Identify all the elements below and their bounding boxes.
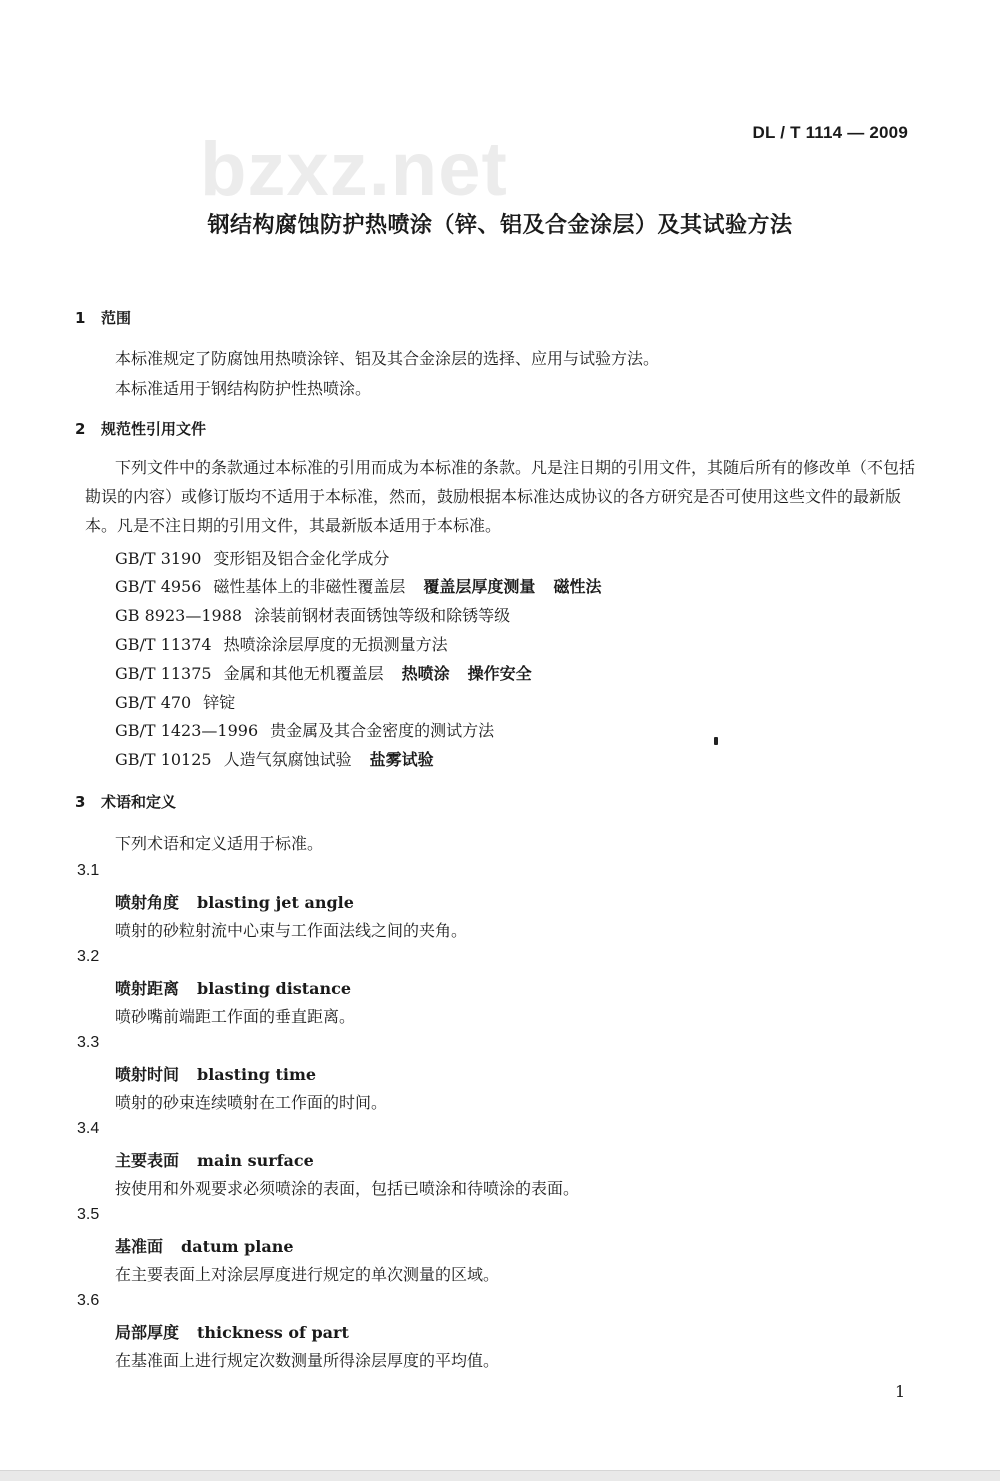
term-en: thickness of part (197, 1323, 349, 1342)
reference-title: 变形铝及铝合金化学成分 (213, 549, 390, 568)
reference-item (115, 718, 494, 741)
term-definition: 喷射的砂束连续喷射在工作面的时间。 (115, 1093, 388, 1112)
term-heading (115, 1148, 314, 1171)
page-title: 钢结构腐蚀防护热喷涂（锌、铝及合金涂层）及其试验方法 (207, 213, 793, 238)
page-number: 1 (895, 1382, 906, 1401)
term-zh: 主要表面 (115, 1151, 180, 1170)
term-en: main surface (197, 1151, 314, 1170)
section-heading-1 (75, 307, 131, 328)
section-heading-3 (75, 791, 176, 812)
reference-title: 磁性基体上的非磁性覆盖层 (213, 577, 406, 596)
term-zh: 基准面 (115, 1237, 164, 1256)
reference-code: GB/T 11374 (115, 635, 212, 654)
reference-code: GB 8923—1988 (115, 606, 243, 625)
standard-number: DL / T 1114 — 2009 (752, 123, 908, 142)
term-definition: 在主要表面上对涂层厚度进行规定的单次测量的区域。 (115, 1265, 500, 1284)
section-number: 1 (75, 309, 86, 327)
term-heading (115, 890, 354, 913)
term-definition: 喷射的砂粒射流中心束与工作面法线之间的夹角。 (115, 921, 468, 940)
section-number: 3 (75, 793, 86, 811)
section-title: 范围 (101, 309, 132, 327)
watermark: bzxz.net (200, 127, 508, 212)
term-definition: 按使用和外观要求必须喷涂的表面，包括已喷涂和待喷涂的表面。 (115, 1179, 580, 1198)
references-intro-paragraph: 下列文件中的条款通过本标准的引用而成为本标准的条款。凡是注日期的引用文件，其随后所有的修改单（不包括勘误的内容）或修订版均不适用于本标准，然而，鼓励根据本标准达成协议的各方研究是否可使用这些文件的最新版本。凡是不注日期的引用文件，其最新版本适用于本标准。 (85, 458, 916, 535)
terms-intro: 下列术语和定义适用于标准。 (115, 834, 324, 853)
term-heading (115, 1062, 316, 1085)
term-number: 3.4 (77, 1120, 100, 1137)
term-heading (115, 1234, 294, 1257)
reference-title: 涂装前钢材表面锈蚀等级和除锈等级 (254, 606, 511, 625)
reference-title: 金属和其他无机覆盖层 (223, 664, 384, 683)
reference-title: 锌锭 (203, 693, 236, 712)
reference-item (115, 546, 389, 569)
reference-subtitle: 操作安全 (467, 664, 532, 683)
term-number: 3.1 (77, 862, 100, 879)
reference-subtitle: 热喷涂 (401, 664, 450, 683)
reference-subtitle: 盐雾试验 (369, 750, 434, 769)
term-en: blasting distance (197, 979, 352, 998)
scope-paragraph-2: 本标准适用于钢结构防护性热喷涂。 (115, 379, 372, 398)
term-zh: 局部厚度 (115, 1323, 180, 1342)
reference-subtitle: 覆盖层厚度测量 (423, 577, 536, 596)
reference-code: GB/T 11375 (115, 664, 212, 683)
reference-code: GB/T 1423—1996 (115, 721, 259, 740)
section-heading-2 (75, 418, 206, 439)
reference-title: 人造气氛腐蚀试验 (223, 750, 352, 769)
reference-subtitle: 磁性法 (553, 577, 602, 596)
reference-title: 贵金属及其合金密度的测试方法 (270, 721, 495, 740)
reference-code: GB/T 10125 (115, 750, 212, 769)
term-number: 3.2 (77, 948, 100, 965)
scan-speck (714, 737, 718, 745)
section-number: 2 (75, 420, 86, 438)
reference-code: GB/T 4956 (115, 577, 202, 596)
scope-paragraph-1: 本标准规定了防腐蚀用热喷涂锌、铝及其合金涂层的选择、应用与试验方法。 (115, 349, 660, 368)
reference-title: 热喷涂涂层厚度的无损测量方法 (223, 635, 448, 654)
section-title: 术语和定义 (101, 793, 177, 811)
reference-code: GB/T 3190 (115, 549, 202, 568)
term-definition: 喷砂嘴前端距工作面的垂直距离。 (115, 1007, 356, 1026)
term-en: blasting jet angle (197, 893, 354, 912)
reference-item (115, 747, 434, 770)
term-number: 3.3 (77, 1034, 100, 1051)
term-en: blasting time (197, 1065, 317, 1084)
reference-item (115, 603, 510, 626)
term-zh: 喷射时间 (115, 1065, 180, 1084)
reference-code: GB/T 470 (115, 693, 192, 712)
term-en: datum plane (181, 1237, 294, 1256)
term-definition: 在基准面上进行规定次数测量所得涂层厚度的平均值。 (115, 1351, 500, 1370)
reference-item (115, 661, 532, 684)
section-title: 规范性引用文件 (101, 420, 207, 438)
term-number: 3.6 (77, 1292, 100, 1309)
term-number: 3.5 (77, 1206, 100, 1223)
term-heading (115, 976, 351, 999)
term-zh: 喷射角度 (115, 893, 180, 912)
term-zh: 喷射距离 (115, 979, 180, 998)
reference-item (115, 632, 448, 655)
term-heading (115, 1320, 349, 1343)
reference-item (115, 690, 235, 713)
reference-item (115, 574, 601, 597)
